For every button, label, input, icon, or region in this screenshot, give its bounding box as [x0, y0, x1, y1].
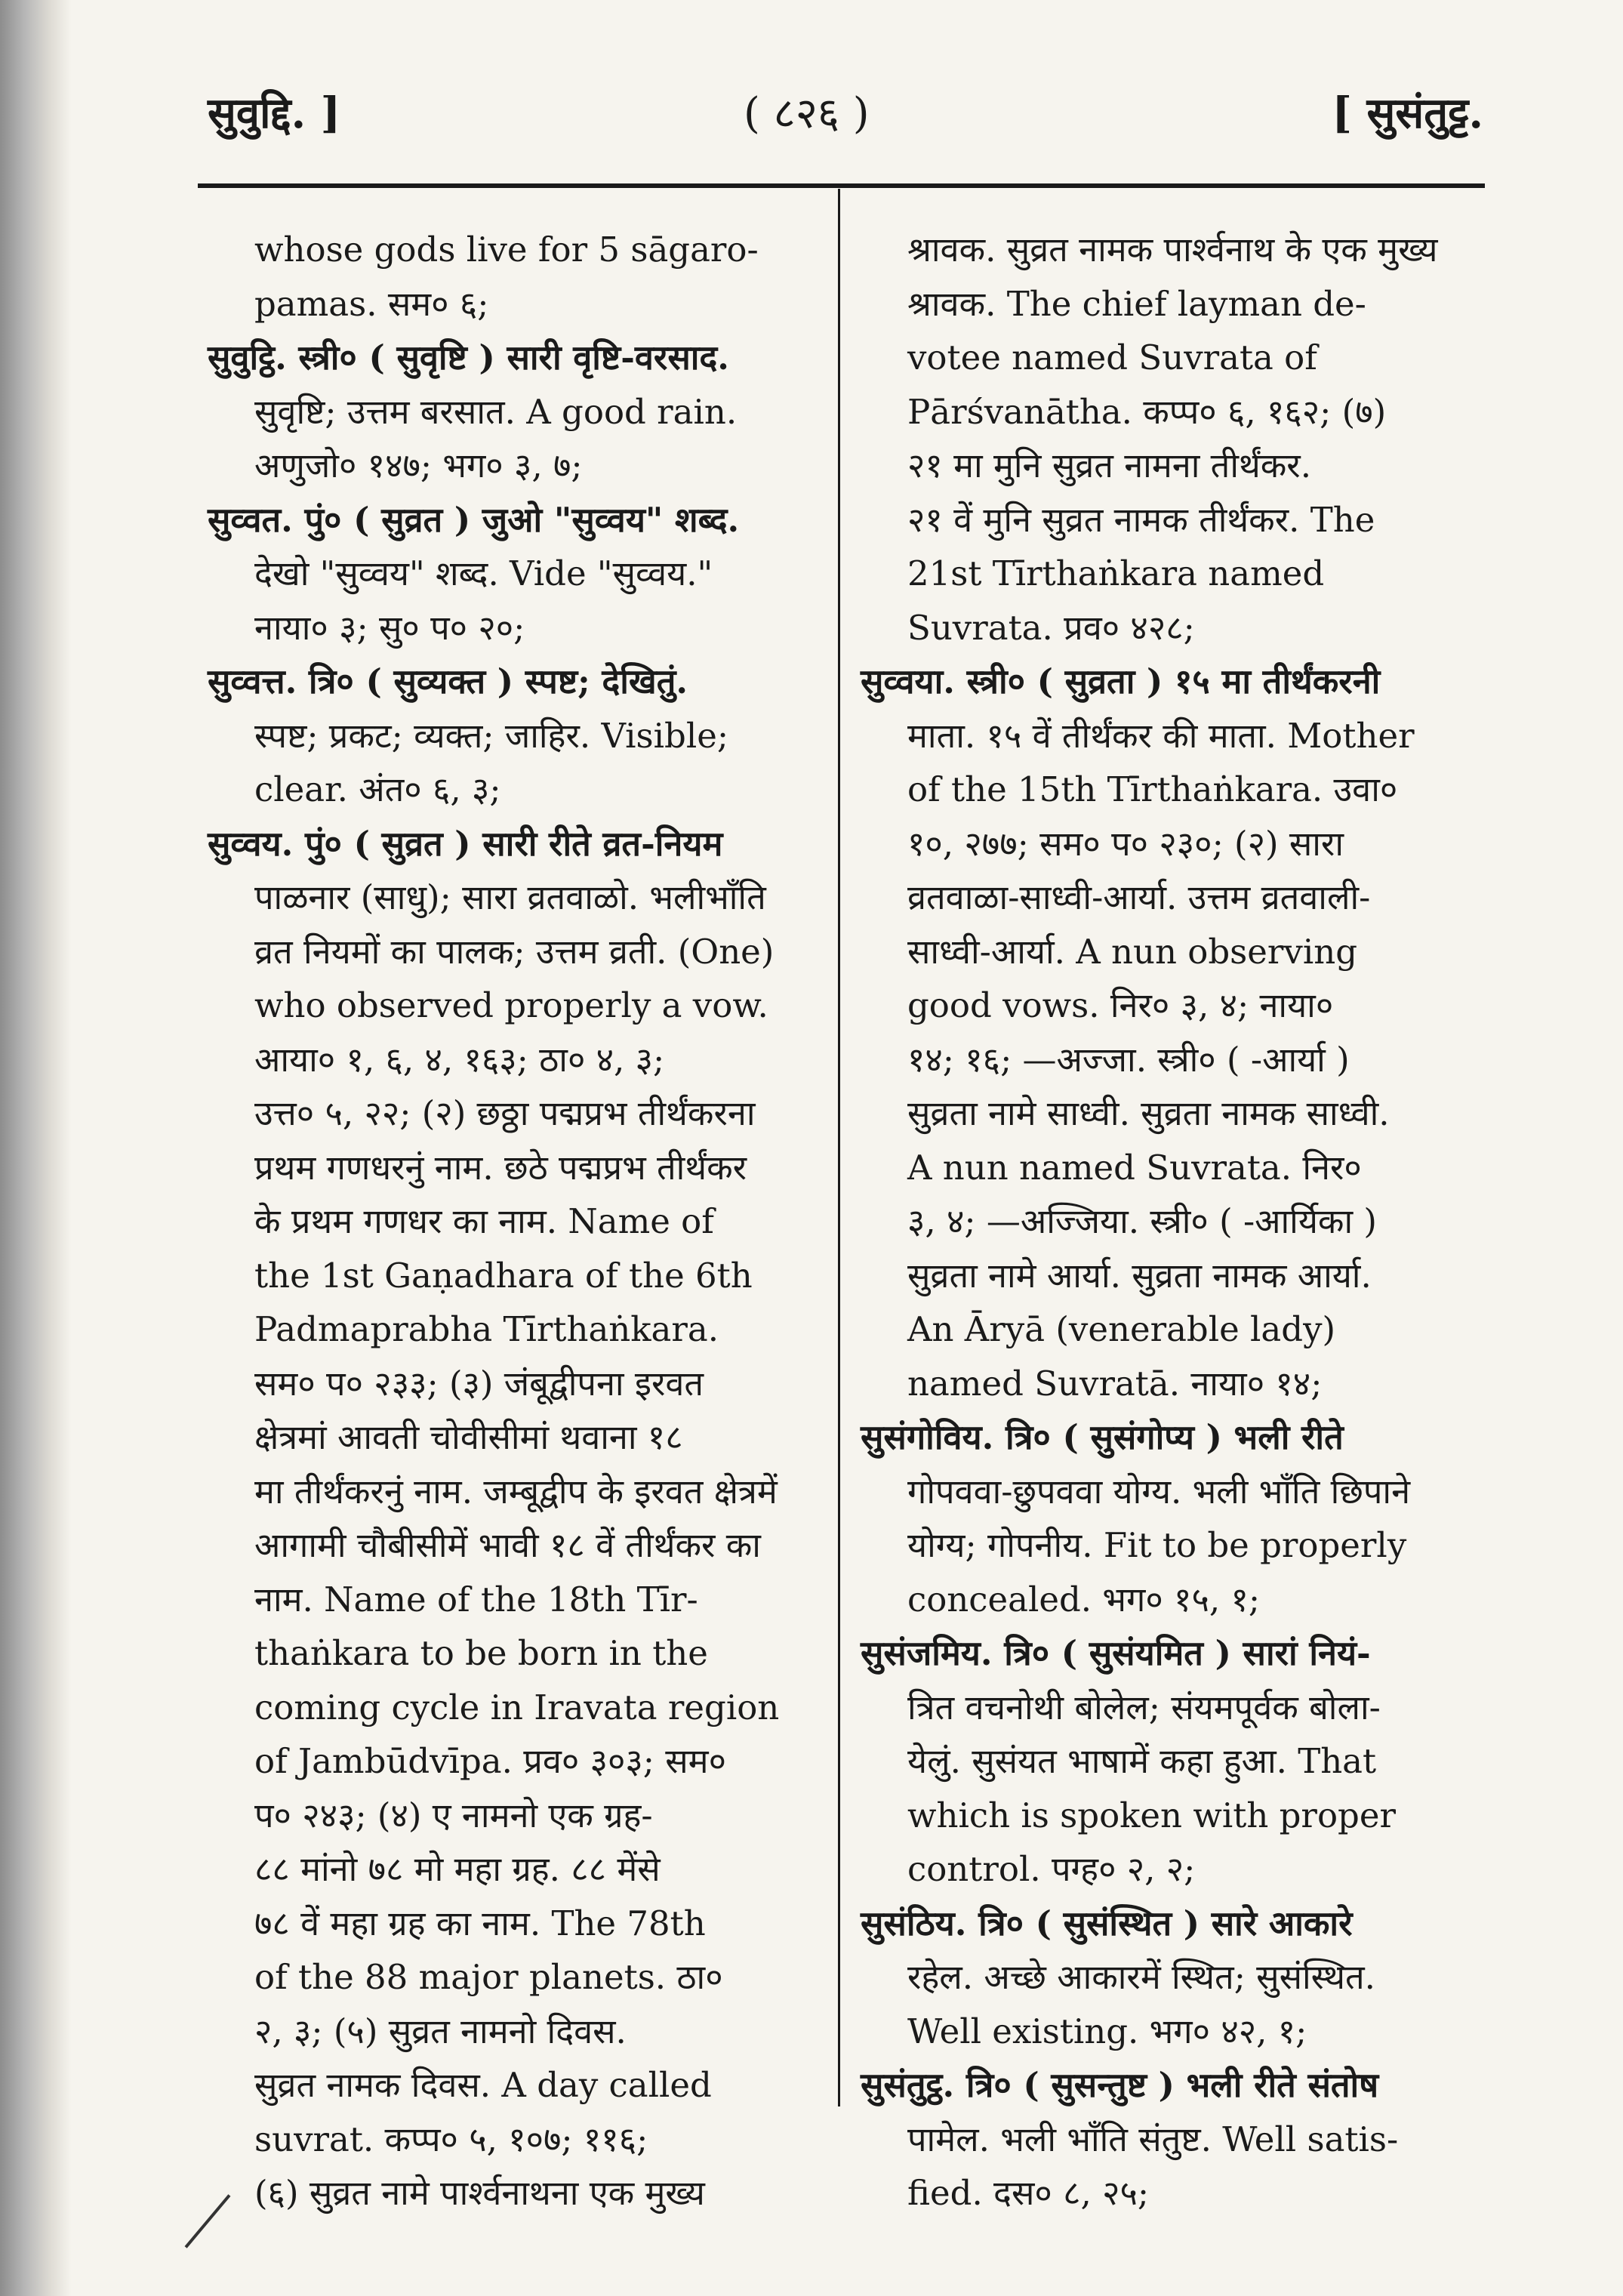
header-rule [198, 183, 1485, 188]
header-left-headword: सुवुद्दि. ] [208, 88, 341, 138]
text-line: श्रावक. सुव्रत नामक पार्श्वनाथ के एक मुख्य [907, 230, 1438, 270]
text-line: fied. दस० ८, २५; [907, 2173, 1150, 2213]
text-line: १०, २७७; सम० प० २३०; (२) सारा [907, 823, 1344, 864]
text-line: माता. १५ वें तीर्थंकर की माता. Mother [907, 715, 1415, 756]
text-line: whose gods live for 5 sāgaro- [254, 230, 759, 270]
text-line: thaṅkara to be born in the [254, 1633, 708, 1673]
text-line: १४; १६; —अज्जा. स्त्री० ( -आर्या ) [907, 1039, 1350, 1080]
text-line: उत्त० ५, २२; (२) छठ्ठा पद्मप्रभ तीर्थंकरना [254, 1093, 756, 1133]
text-line: सुव्रत नामक दिवस. A day called [254, 2065, 712, 2105]
text-line: २, ३; (५) सुव्रत नामनो दिवस. [254, 2011, 627, 2051]
text-line: गोपववा-छुपववा योग्य. भली भाँति छिपाने [907, 1471, 1411, 1512]
entry-line: सुसंगोविय. त्रि० ( सुसंगोप्य ) भली रीते [861, 1417, 1344, 1457]
text-line: Well existing. भग० ४२, १; [907, 2011, 1307, 2051]
text-line: A nun named Suvrata. निर० [907, 1147, 1362, 1188]
text-line: अणुजो० १४७; भग० ३, ७; [254, 445, 583, 485]
text-line: आया० १, ६, ४, १६३; ठा० ४, ३; [254, 1039, 665, 1080]
text-line: suvrat. कप्प० ५, १०७; ११६; [254, 2119, 648, 2159]
column-divider [838, 189, 840, 2106]
entry-line: सुव्वत. पुं० ( सुव्रत ) जुओ "सुव्वय" शब्द. [208, 499, 740, 540]
text-line: के प्रथम गणधर का नाम. Name of [254, 1201, 714, 1241]
text-line: श्रावक. The chief layman de- [907, 283, 1366, 324]
text-line: साध्वी-आर्या. A nun observing [907, 931, 1358, 972]
text-line: नाम. Name of the 18th Tīr- [254, 1579, 698, 1620]
text-line: ८८ मांनो ७८ मो महा ग्रह. ८८ मेंसे [254, 1849, 661, 1889]
text-line: of Jambūdvīpa. प्रव० ३०३; सम० [254, 1741, 726, 1781]
text-line: An Āryā (venerable lady) [907, 1309, 1336, 1349]
text-line: पामेल. भली भाँति संतुष्ट. Well satis- [907, 2119, 1399, 2159]
entry-line: सुसंतुट्ठ. त्रि० ( सुसन्तुष्ट ) भली रीते संतोष [861, 2065, 1379, 2105]
text-line: ७८ वें महा ग्रह का नाम. The 78th [254, 1903, 706, 1943]
book-spine-shadow [0, 0, 72, 2296]
entry-line: सुसंजमिय. त्रि० ( सुसंयमित ) सारां नियं- [861, 1633, 1371, 1673]
text-line: प० २४३; (४) ए नामनो एक ग्रह- [254, 1795, 653, 1835]
entry-line: सुसंठिय. त्रि० ( सुसंस्थित ) सारे आकारे [861, 1903, 1353, 1943]
text-line: Pārśvanātha. कप्प० ६, १६२; (७) [907, 391, 1387, 432]
text-line: who observed properly a vow. [254, 985, 768, 1025]
text-line: votee named Suvrata of [907, 337, 1317, 378]
text-line: व्रत नियमों का पालक; उत्तम व्रती. (One) [254, 931, 775, 972]
text-line: Suvrata. प्रव० ४२८; [907, 607, 1195, 648]
text-line: २१ वें मुनि सुव्रत नामक तीर्थंकर. The [907, 499, 1375, 540]
text-line: देखो "सुव्वय" शब्द. Vide "सुव्वय." [254, 553, 713, 593]
text-line: पाळनार (साधु); सारा व्रतवाळो. भलीभाँति [254, 877, 766, 917]
text-line: २१ मा मुनि सुव्रत नामना तीर्थंकर. [907, 445, 1312, 485]
text-line: सुवृष्टि; उत्तम बरसात. A good rain. [254, 391, 738, 432]
page-number: ( ८२६ ) [744, 89, 870, 138]
right-column [861, 223, 1453, 2220]
text-line: named Suvratā. नाया० १४; [907, 1363, 1323, 1404]
text-line: control. पग्ह० २, २; [907, 1849, 1196, 1889]
entry-line: सुव्वत्त. त्रि० ( सुव्यक्त ) स्पष्ट; देखितुं. [208, 661, 688, 701]
text-line: व्रतवाळा-साध्वी-आर्या. उत्तम व्रतवाली- [907, 877, 1371, 917]
text-line: येलुं. सुसंयत भाषामें कहा हुआ. That [907, 1741, 1377, 1781]
text-line: clear. अंत० ६, ३; [254, 769, 501, 809]
entry-line: सुव्वय. पुं० ( सुव्रत ) सारी रीते व्रत-नियम [208, 823, 723, 864]
text-line: ३, ४; —अज्जिया. स्त्री० ( -आर्यिका ) [907, 1201, 1377, 1241]
text-line: pamas. सम० ६; [254, 283, 489, 324]
text-line: concealed. भग० १५, १; [907, 1579, 1261, 1620]
text-line: योग्य; गोपनीय. Fit to be properly [907, 1525, 1407, 1565]
text-line: (६) सुव्रत नामे पार्श्वनाथना एक मुख्य [254, 2173, 705, 2213]
text-line: which is spoken with proper [907, 1795, 1396, 1835]
text-line: Padmaprabha Tīrthaṅkara. [254, 1309, 719, 1349]
header-right-headword: [ सुसंतुट्ट. [1332, 88, 1483, 138]
text-line: सुव्रता नामे साध्वी. सुव्रता नामक साध्वी. [907, 1093, 1390, 1133]
entry-line: सुव्वया. स्त्री० ( सुव्रता ) १५ मा तीर्थंकरनी [861, 661, 1381, 701]
text-line: क्षेत्रमां आवती चोवीसीमां थवाना १८ [254, 1417, 683, 1457]
text-line: रहेल. अच्छे आकारमें स्थित; सुसंस्थित. [907, 1957, 1375, 1997]
text-line: of the 15th Tīrthaṅkara. उवा० [907, 769, 1398, 809]
text-line: सुव्रता नामे आर्या. सुव्रता नामक आर्या. [907, 1255, 1372, 1296]
text-line: coming cycle in Iravata region [254, 1687, 780, 1727]
text-line: नाया० ३; सु० प० २०; [254, 607, 525, 648]
text-line: आगामी चौबीसीमें भावी १८ वें तीर्थंकर का [254, 1525, 761, 1565]
entry-line: सुवुट्ठि. स्त्री० ( सुवृष्टि ) सारी वृष्टि-वरसाद. [208, 337, 729, 378]
text-line: स्पष्ट; प्रकट; व्यक्त; जाहिर. Visible; [254, 715, 729, 756]
text-line: त्रित वचनोथी बोलेल; संयमपूर्वक बोला- [907, 1687, 1381, 1727]
text-line: the 1st Gaṇadhara of the 6th [254, 1255, 753, 1296]
text-line: of the 88 major planets. ठा० [254, 1957, 723, 1997]
text-line: सम० प० २३३; (३) जंबूद्वीपना इरवत [254, 1363, 704, 1404]
text-line: good vows. निर० ३, ४; नाया० [907, 985, 1334, 1025]
left-column [208, 223, 808, 2220]
text-line: मा तीर्थंकरनुं नाम. जम्बूद्वीप के इरवत क्षेत्रमें [254, 1471, 778, 1512]
text-line: प्रथम गणधरनुं नाम. छठे पद्मप्रभ तीर्थंकर [254, 1147, 747, 1188]
text-line: 21st Tīrthaṅkara named [907, 553, 1325, 593]
